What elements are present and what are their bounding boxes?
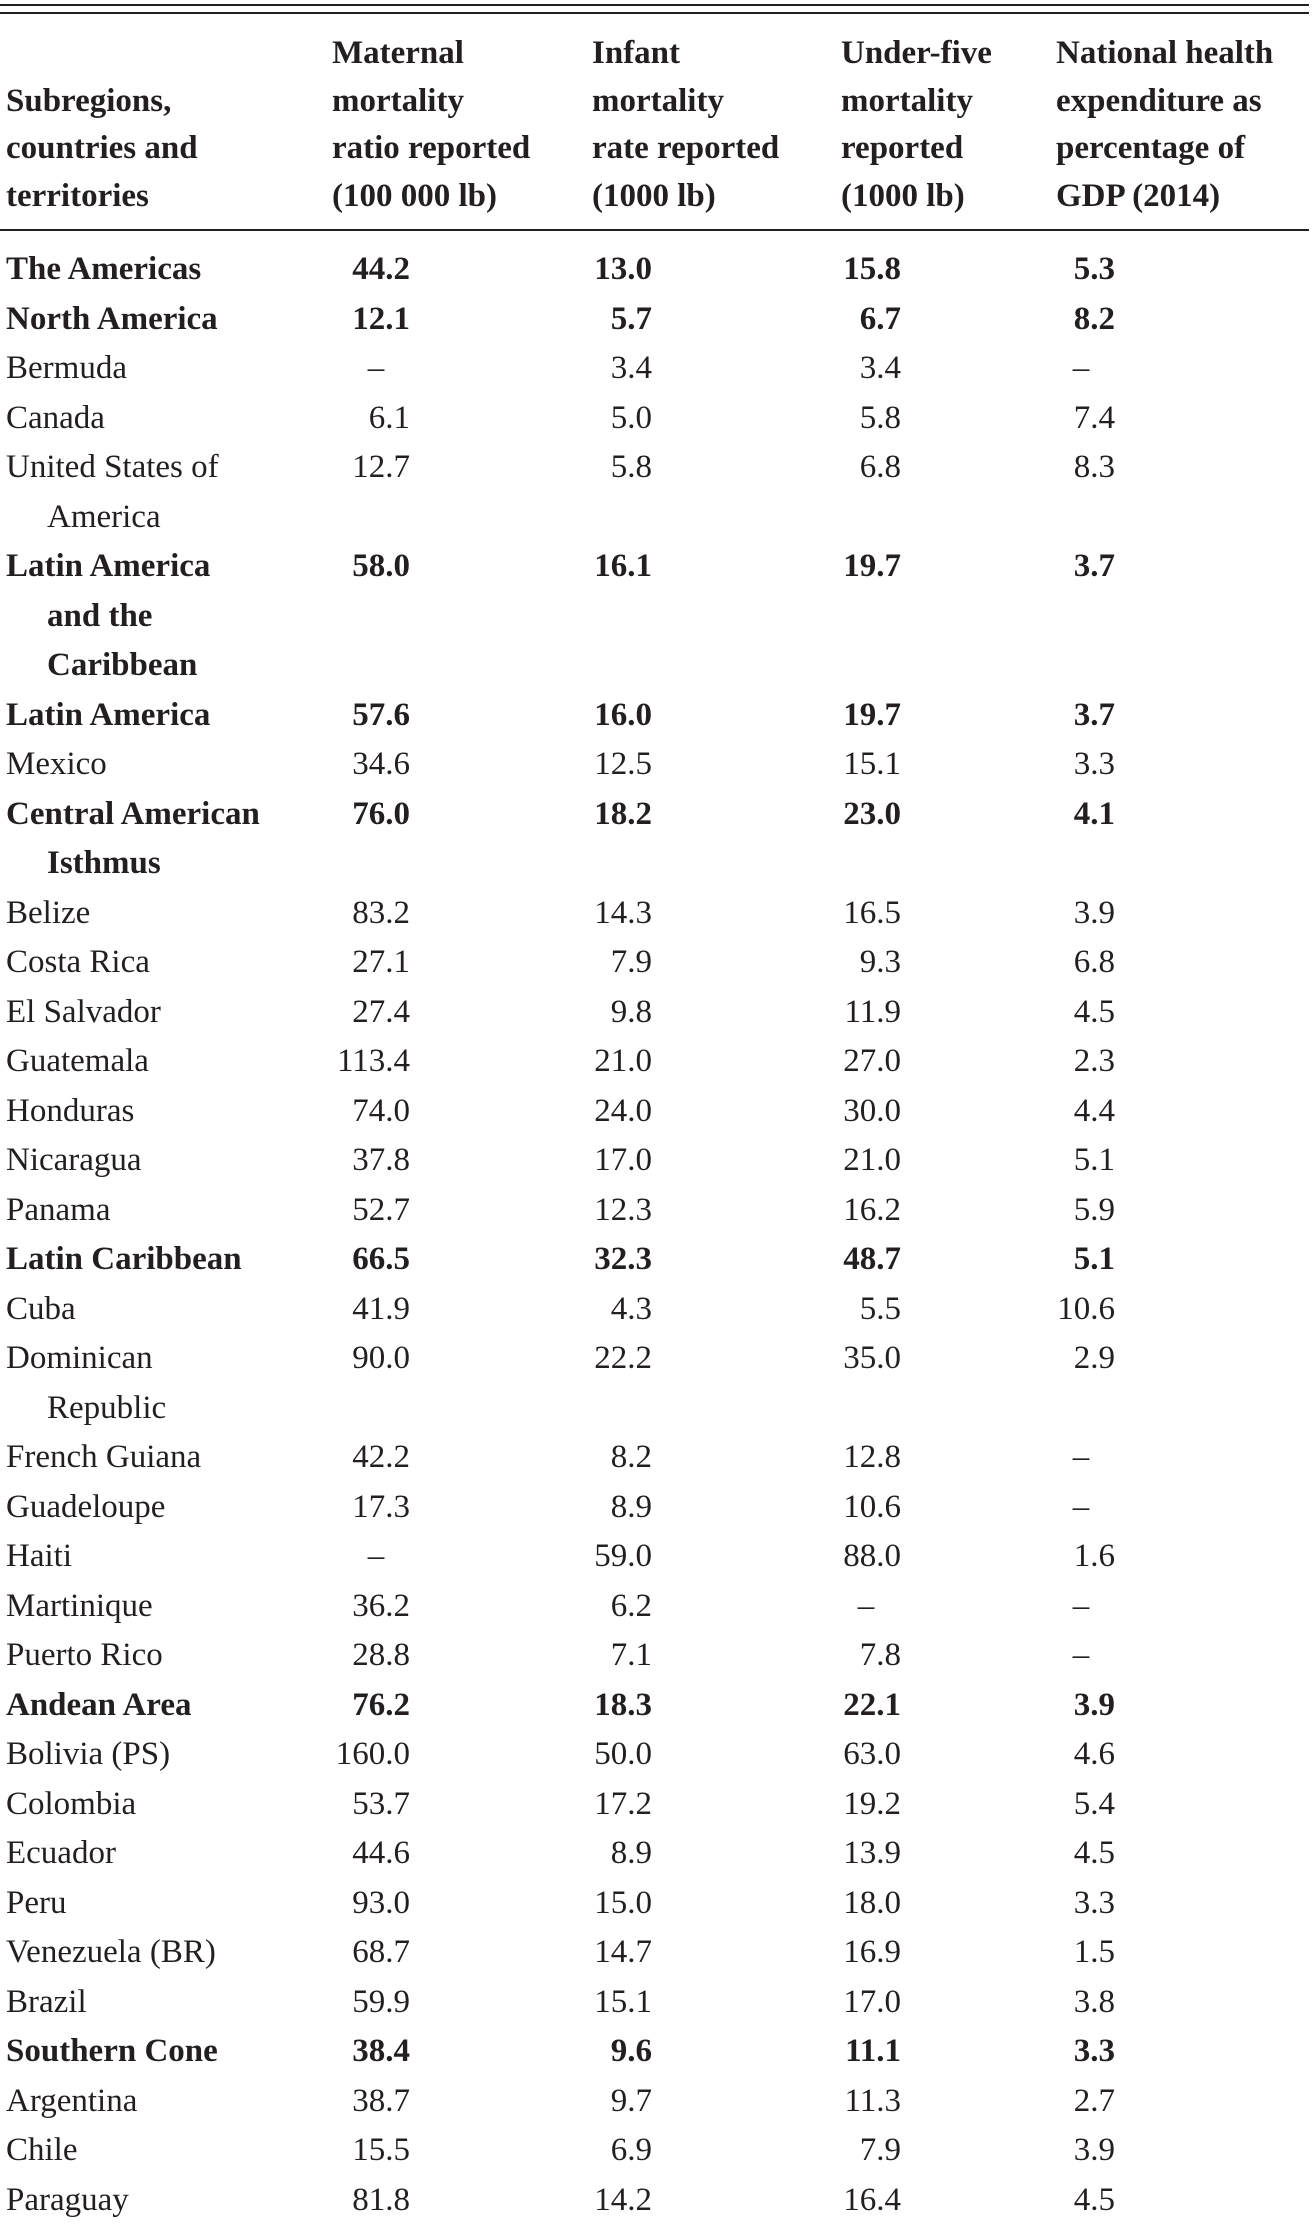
cell-value: 36.2 [320, 1582, 410, 1632]
cell-value: 44.2 [320, 245, 410, 295]
cell-value: 3.3 [1050, 2027, 1115, 2077]
cell-value: 13.0 [560, 245, 652, 295]
cell-value: 8.9 [560, 1829, 652, 1879]
header-line: Maternal [332, 30, 562, 78]
cell-value: 9.7 [560, 2077, 652, 2127]
cell-value: – [1045, 1433, 1117, 1483]
row-label-line: Nicaragua [6, 1136, 326, 1186]
cell-value: 8.2 [560, 1433, 652, 1483]
row-label [6, 542, 326, 691]
row-label-line: Southern Cone [6, 2027, 326, 2077]
row-label-line: The Americas [6, 245, 326, 295]
table-row [0, 1829, 1309, 1879]
cell-value: 19.2 [810, 1780, 901, 1830]
cell-value: 27.0 [810, 1037, 901, 1087]
cell-value: 17.2 [560, 1780, 652, 1830]
cell-value: 3.4 [560, 344, 652, 394]
table-row [0, 295, 1309, 345]
cell-value: 5.1 [1050, 1235, 1115, 1285]
cell-value: 6.8 [1050, 938, 1115, 988]
cell-value: 7.4 [1050, 394, 1115, 444]
row-label [6, 443, 326, 542]
cell-value: 2.7 [1050, 2077, 1115, 2127]
cell-value: 34.6 [320, 740, 410, 790]
cell-value: 22.2 [560, 1334, 652, 1384]
cell-value: 18.3 [560, 1681, 652, 1731]
row-label-line: Bolivia (PS) [6, 1730, 326, 1780]
row-label [6, 2176, 326, 2225]
table-row [0, 1037, 1309, 1087]
cell-value: 11.9 [810, 988, 901, 1038]
row-label [6, 245, 326, 295]
cell-value: 38.4 [320, 2027, 410, 2077]
row-label-line: Latin America [6, 542, 326, 592]
table-row [0, 1879, 1309, 1929]
cell-value: 7.9 [810, 2126, 901, 2176]
cell-value: 10.6 [810, 1483, 901, 1533]
header-line: ratio reported [332, 125, 562, 173]
cell-value: – [340, 1532, 412, 1582]
header-rule [0, 229, 1309, 231]
cell-value: 7.9 [560, 938, 652, 988]
cell-value: 42.2 [320, 1433, 410, 1483]
cell-value: 19.7 [810, 542, 901, 592]
header-under-five-mortality [841, 30, 1051, 220]
cell-value: 16.0 [560, 691, 652, 741]
cell-value: 1.6 [1050, 1532, 1115, 1582]
cell-value: 53.7 [320, 1780, 410, 1830]
cell-value: 68.7 [320, 1928, 410, 1978]
cell-value: 74.0 [320, 1087, 410, 1137]
row-label [6, 1928, 326, 1978]
cell-value: 5.4 [1050, 1780, 1115, 1830]
row-label [6, 1829, 326, 1879]
header-line: expenditure as [1056, 78, 1309, 126]
cell-value: 5.5 [810, 1285, 901, 1335]
row-label [6, 1334, 326, 1433]
cell-value: 41.9 [320, 1285, 410, 1335]
cell-value: 12.1 [320, 295, 410, 345]
table-row [0, 740, 1309, 790]
row-label [6, 2077, 326, 2127]
row-label-line: Honduras [6, 1087, 326, 1137]
row-label-line: Caribbean [6, 641, 326, 691]
header-line: National health [1056, 30, 1309, 78]
cell-value: 3.9 [1050, 1681, 1115, 1731]
row-label-line: United States of [6, 443, 326, 493]
cell-value: 4.6 [1050, 1730, 1115, 1780]
table-row [0, 1285, 1309, 1335]
cell-value: 12.3 [560, 1186, 652, 1236]
row-label-line: Martinique [6, 1582, 326, 1632]
header-line: mortality [332, 78, 562, 126]
cell-value: 12.5 [560, 740, 652, 790]
row-label-line: and the [6, 592, 326, 642]
cell-value: 6.1 [320, 394, 410, 444]
cell-value: 37.8 [320, 1136, 410, 1186]
cell-value: 8.3 [1050, 443, 1115, 493]
row-label-line: El Salvador [6, 988, 326, 1038]
table-row [0, 1978, 1309, 2028]
cell-value: 35.0 [810, 1334, 901, 1384]
cell-value: 5.8 [560, 443, 652, 493]
cell-value: 8.2 [1050, 295, 1115, 345]
cell-value: 81.8 [320, 2176, 410, 2225]
cell-value: 52.7 [320, 1186, 410, 1236]
cell-value: 5.7 [560, 295, 652, 345]
top-rule-outer [0, 4, 1309, 6]
row-label [6, 691, 326, 741]
row-label-line: Bermuda [6, 344, 326, 394]
table-row [0, 2126, 1309, 2176]
row-label-line: Brazil [6, 1978, 326, 2028]
cell-value: – [1045, 1483, 1117, 1533]
cell-value: 14.7 [560, 1928, 652, 1978]
row-label [6, 1978, 326, 2028]
cell-value: 15.1 [560, 1978, 652, 2028]
cell-value: 63.0 [810, 1730, 901, 1780]
table-row [0, 988, 1309, 1038]
header-line: territories [6, 173, 306, 221]
table-row [0, 1582, 1309, 1632]
cell-value: 4.5 [1050, 988, 1115, 1038]
row-label-line: Ecuador [6, 1829, 326, 1879]
cell-value: 9.8 [560, 988, 652, 1038]
cell-value: 11.3 [810, 2077, 901, 2127]
row-label [6, 740, 326, 790]
row-label-line: Chile [6, 2126, 326, 2176]
cell-value: 12.7 [320, 443, 410, 493]
cell-value: – [1045, 1631, 1117, 1681]
row-label [6, 1780, 326, 1830]
row-label [6, 1235, 326, 1285]
table-body [0, 245, 1309, 2225]
row-label [6, 1433, 326, 1483]
cell-value: 17.3 [320, 1483, 410, 1533]
cell-value: 58.0 [320, 542, 410, 592]
header-line: countries and [6, 125, 306, 173]
header-maternal-mortality [332, 30, 562, 220]
row-label [6, 1532, 326, 1582]
cell-value: 8.9 [560, 1483, 652, 1533]
cell-value: 17.0 [560, 1136, 652, 1186]
table-row [0, 443, 1309, 542]
cell-value: 18.2 [560, 790, 652, 840]
cell-value: 16.9 [810, 1928, 901, 1978]
cell-value: 50.0 [560, 1730, 652, 1780]
cell-value: 4.1 [1050, 790, 1115, 840]
row-label-line: Guadeloupe [6, 1483, 326, 1533]
header-line: Subregions, [6, 78, 306, 126]
cell-value: 5.9 [1050, 1186, 1115, 1236]
cell-value: 17.0 [810, 1978, 901, 2028]
cell-value: 2.9 [1050, 1334, 1115, 1384]
top-rule-inner [0, 12, 1309, 14]
row-label [6, 1483, 326, 1533]
header-line: (1000 lb) [592, 173, 812, 221]
cell-value: 3.9 [1050, 889, 1115, 939]
cell-value: 113.4 [320, 1037, 410, 1087]
header-line: Under-five [841, 30, 1051, 78]
cell-value: – [340, 344, 412, 394]
cell-value: 44.6 [320, 1829, 410, 1879]
cell-value: 93.0 [320, 1879, 410, 1929]
cell-value: 6.2 [560, 1582, 652, 1632]
cell-value: 10.6 [1050, 1285, 1115, 1335]
header-infant-mortality [592, 30, 812, 220]
table-row [0, 394, 1309, 444]
cell-value: 16.4 [810, 2176, 901, 2225]
row-label [6, 344, 326, 394]
table-row [0, 1334, 1309, 1433]
cell-value: 57.6 [320, 691, 410, 741]
table-row [0, 2077, 1309, 2127]
cell-value: 6.9 [560, 2126, 652, 2176]
header-line: GDP (2014) [1056, 173, 1309, 221]
row-label [6, 1285, 326, 1335]
row-label-line: Dominican [6, 1334, 326, 1384]
header-line: mortality [592, 78, 812, 126]
cell-value: 15.1 [810, 740, 901, 790]
table-row [0, 1087, 1309, 1137]
cell-value: 4.5 [1050, 2176, 1115, 2225]
row-label [6, 2027, 326, 2077]
cell-value: 66.5 [320, 1235, 410, 1285]
row-label-line: Canada [6, 394, 326, 444]
cell-value: 7.1 [560, 1631, 652, 1681]
row-label-line: Costa Rica [6, 938, 326, 988]
row-label-line: French Guiana [6, 1433, 326, 1483]
row-label [6, 1582, 326, 1632]
cell-value: 1.5 [1050, 1928, 1115, 1978]
header-line: (1000 lb) [841, 173, 1051, 221]
row-label [6, 1730, 326, 1780]
cell-value: 12.8 [810, 1433, 901, 1483]
cell-value: 15.0 [560, 1879, 652, 1929]
table-row [0, 344, 1309, 394]
cell-value: 5.1 [1050, 1136, 1115, 1186]
cell-value: 9.3 [810, 938, 901, 988]
row-label-line: Latin America [6, 691, 326, 741]
header-health-expenditure [1056, 30, 1309, 220]
cell-value: 30.0 [810, 1087, 901, 1137]
cell-value: 11.1 [810, 2027, 901, 2077]
cell-value: 14.2 [560, 2176, 652, 2225]
cell-value: 3.3 [1050, 1879, 1115, 1929]
cell-value: 27.4 [320, 988, 410, 1038]
header-line: mortality [841, 78, 1051, 126]
table-row [0, 1186, 1309, 1236]
cell-value: 13.9 [810, 1829, 901, 1879]
table-row [0, 542, 1309, 691]
row-label [6, 1087, 326, 1137]
cell-value: 6.7 [810, 295, 901, 345]
row-label [6, 1037, 326, 1087]
table-row [0, 2027, 1309, 2077]
table-row [0, 1730, 1309, 1780]
table-row [0, 1631, 1309, 1681]
row-label-line: Andean Area [6, 1681, 326, 1731]
cell-value: 3.7 [1050, 691, 1115, 741]
row-label [6, 1681, 326, 1731]
cell-value: 3.7 [1050, 542, 1115, 592]
row-label-line: Peru [6, 1879, 326, 1929]
table-row [0, 1483, 1309, 1533]
cell-value: 16.1 [560, 542, 652, 592]
row-label-line: Guatemala [6, 1037, 326, 1087]
table-row [0, 1532, 1309, 1582]
row-label [6, 1879, 326, 1929]
table-row [0, 691, 1309, 741]
cell-value: 48.7 [810, 1235, 901, 1285]
cell-value: 83.2 [320, 889, 410, 939]
table-row [0, 1136, 1309, 1186]
cell-value: 24.0 [560, 1087, 652, 1137]
cell-value: 15.5 [320, 2126, 410, 2176]
cell-value: 19.7 [810, 691, 901, 741]
cell-value: 5.8 [810, 394, 901, 444]
cell-value: 4.3 [560, 1285, 652, 1335]
row-label [6, 1186, 326, 1236]
row-label [6, 1136, 326, 1186]
row-label-line: Puerto Rico [6, 1631, 326, 1681]
row-label-line: Colombia [6, 1780, 326, 1830]
row-label [6, 790, 326, 889]
cell-value: 4.4 [1050, 1087, 1115, 1137]
cell-value: 27.1 [320, 938, 410, 988]
cell-value: 88.0 [810, 1532, 901, 1582]
cell-value: 3.3 [1050, 740, 1115, 790]
row-label [6, 2126, 326, 2176]
cell-value: 21.0 [560, 1037, 652, 1087]
header-line: Infant [592, 30, 812, 78]
table-row [0, 1433, 1309, 1483]
cell-value: 16.2 [810, 1186, 901, 1236]
row-label [6, 394, 326, 444]
cell-value: 38.7 [320, 2077, 410, 2127]
row-label-line: America [6, 493, 326, 543]
cell-value: – [1045, 1582, 1117, 1632]
cell-value: 14.3 [560, 889, 652, 939]
row-label-line: Panama [6, 1186, 326, 1236]
cell-value: 2.3 [1050, 1037, 1115, 1087]
cell-value: 22.1 [810, 1681, 901, 1731]
header-subregions [6, 78, 306, 221]
cell-value: 3.4 [810, 344, 901, 394]
cell-value: 23.0 [810, 790, 901, 840]
row-label [6, 1631, 326, 1681]
cell-value: 90.0 [320, 1334, 410, 1384]
row-label-line: Cuba [6, 1285, 326, 1335]
table-row [0, 2176, 1309, 2225]
table-row [0, 1235, 1309, 1285]
cell-value: 59.0 [560, 1532, 652, 1582]
cell-value: 7.8 [810, 1631, 901, 1681]
header-line: reported [841, 125, 1051, 173]
cell-value: 15.8 [810, 245, 901, 295]
cell-value: 5.3 [1050, 245, 1115, 295]
cell-value: 16.5 [810, 889, 901, 939]
header-line: (100 000 lb) [332, 173, 562, 221]
row-label [6, 889, 326, 939]
row-label-line: Isthmus [6, 839, 326, 889]
row-label-line: Argentina [6, 2077, 326, 2127]
cell-value: – [830, 1582, 902, 1632]
row-label-line: Mexico [6, 740, 326, 790]
table-header [0, 26, 1309, 226]
table-row [0, 889, 1309, 939]
table-row [0, 938, 1309, 988]
cell-value: 32.3 [560, 1235, 652, 1285]
header-line: rate reported [592, 125, 812, 173]
table-row [0, 245, 1309, 295]
table-row [0, 1780, 1309, 1830]
row-label [6, 938, 326, 988]
cell-value: 5.0 [560, 394, 652, 444]
row-label-line: Republic [6, 1384, 326, 1434]
cell-value: 160.0 [320, 1730, 410, 1780]
row-label [6, 295, 326, 345]
cell-value: 6.8 [810, 443, 901, 493]
table-row [0, 790, 1309, 889]
cell-value: 76.2 [320, 1681, 410, 1731]
cell-value: 59.9 [320, 1978, 410, 2028]
row-label-line: Latin Caribbean [6, 1235, 326, 1285]
cell-value: 18.0 [810, 1879, 901, 1929]
cell-value: 21.0 [810, 1136, 901, 1186]
cell-value: 3.8 [1050, 1978, 1115, 2028]
header-line: percentage of [1056, 125, 1309, 173]
row-label-line: Paraguay [6, 2176, 326, 2225]
row-label-line: Belize [6, 889, 326, 939]
cell-value: 3.9 [1050, 2126, 1115, 2176]
cell-value: – [1045, 344, 1117, 394]
cell-value: 4.5 [1050, 1829, 1115, 1879]
table-row [0, 1928, 1309, 1978]
row-label [6, 988, 326, 1038]
row-label-line: Haiti [6, 1532, 326, 1582]
table-row [0, 1681, 1309, 1731]
row-label-line: Central American [6, 790, 326, 840]
row-label-line: Venezuela (BR) [6, 1928, 326, 1978]
cell-value: 9.6 [560, 2027, 652, 2077]
row-label-line: North America [6, 295, 326, 345]
cell-value: 28.8 [320, 1631, 410, 1681]
cell-value: 76.0 [320, 790, 410, 840]
